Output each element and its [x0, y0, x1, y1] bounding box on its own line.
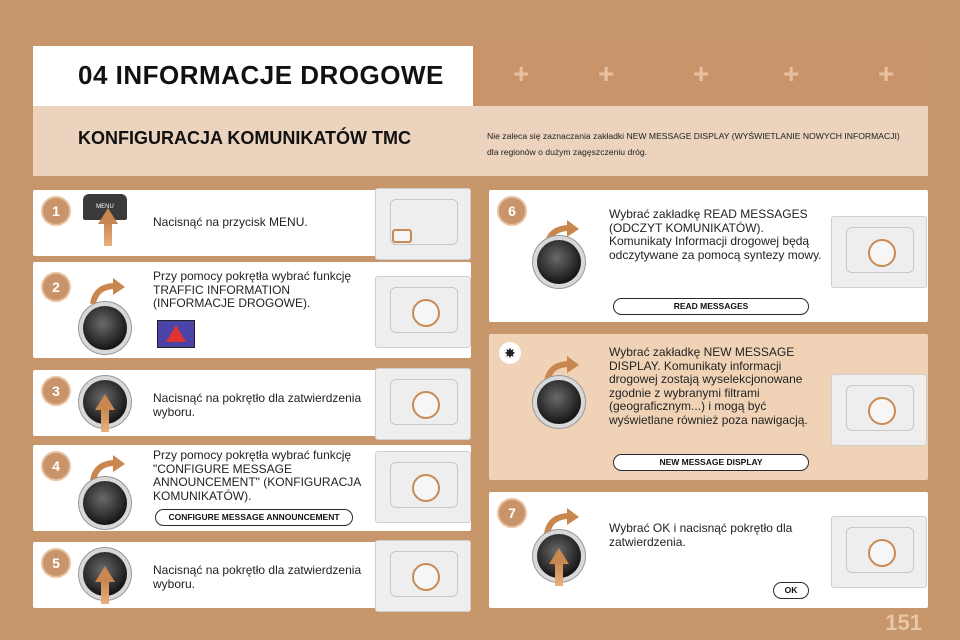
step-number: 1: [43, 198, 69, 224]
press-arrow-icon: [101, 580, 109, 604]
step-text: Wybrać OK i nacisnąć pokrętło dla zatwierdzenia.: [609, 521, 793, 549]
page-title: 04 INFORMACJE DROGOWE: [78, 60, 444, 90]
lightbulb-icon: ✸: [499, 342, 521, 364]
step-panel-7: [489, 492, 928, 608]
step-number: 3: [43, 378, 69, 404]
new-message-display-tag: NEW MESSAGE DISPLAY: [613, 454, 809, 471]
step-panel-3: [33, 370, 471, 436]
page-number: 151: [885, 610, 922, 635]
configure-message-tag: CONFIGURE MESSAGE ANNOUNCEMENT: [155, 509, 353, 526]
rotate-arrow-icon: [89, 278, 125, 306]
step-number: 6: [499, 198, 525, 224]
press-arrow-head-icon: [95, 566, 115, 582]
control-panel-icon: [375, 451, 471, 523]
read-messages-tag: READ MESSAGES: [613, 298, 809, 315]
knob-icon: [537, 240, 581, 284]
step-text: Nacisnąć na pokrętło dla zatwierdzenia wyboru.: [153, 563, 362, 591]
knob-icon: [83, 481, 127, 525]
step-text: Nacisnąć na pokrętło dla zatwierdzenia wyboru.: [153, 391, 362, 419]
knob-icon: [537, 380, 581, 424]
decorative-map-band: + + + + +: [473, 46, 928, 106]
control-panel-icon: [831, 216, 927, 288]
step-panel-1: [33, 190, 471, 256]
step-text: Wybrać zakładkę READ MESSAGES (ODCZYT KOMUNIKATÓW). Komunikaty Informacji drogowej będą odczytywane za pomocą syntezy mowy.: [609, 207, 822, 262]
step-text: Nacisnąć na przycisk MENU.: [153, 215, 308, 229]
step-text: Przy pomocy pokrętła wybrać funkcję "CONFIGURE MESSAGE ANNOUNCEMENT" (KONFIGURACJA KOMUNIKATÓW).: [153, 448, 361, 503]
step-number: 7: [499, 500, 525, 526]
step-text: Przy pomocy pokrętła wybrać funkcję TRAFFIC INFORMATION (INFORMACJE DROGOWE).: [153, 269, 352, 310]
knob-icon: [83, 306, 127, 350]
press-arrow-icon: [555, 562, 563, 586]
control-panel-icon: [375, 276, 471, 348]
traffic-sign-icon: [157, 320, 195, 348]
ok-tag: OK: [773, 582, 809, 599]
control-panel-icon: [375, 540, 471, 612]
step-number: 2: [43, 274, 69, 300]
step-panel-new-message: [489, 334, 928, 480]
step-text: Wybrać zakładkę NEW MESSAGE DISPLAY. Komunikaty informacji drogowej zostają wyselekcjonowane zgodnie z wybranymi filtrami (geograficznym...) i mogą być wyświetlane również poza nawigacją.: [609, 345, 808, 427]
rotate-arrow-icon: [89, 455, 125, 483]
control-panel-icon: [375, 368, 471, 440]
press-arrow-icon: [104, 222, 112, 246]
step-panel-5: [33, 542, 471, 608]
control-panel-icon: [831, 516, 927, 588]
advisory-note: Nie zaleca się zaznaczania zakładki NEW MESSAGE DISPLAY (WYŚWIETLANIE NOWYCH INFORMACJI) dla regionów o dużym zagęszczeniu dróg.: [487, 131, 900, 157]
step-panel-4: [33, 445, 471, 531]
press-arrow-head-icon: [549, 548, 569, 564]
menu-button-icon: MENU: [83, 194, 127, 220]
control-panel-icon: [831, 374, 927, 446]
step-panel-6: [489, 190, 928, 322]
control-panel-icon: [375, 188, 471, 260]
press-arrow-head-icon: [98, 208, 118, 224]
section-title: KONFIGURACJA KOMUNIKATÓW TMC: [78, 128, 411, 148]
press-arrow-icon: [101, 408, 109, 432]
rotate-arrow-icon: [543, 508, 579, 536]
step-number: 4: [43, 453, 69, 479]
step-number: 5: [43, 550, 69, 576]
press-arrow-head-icon: [95, 394, 115, 410]
step-panel-2: [33, 262, 471, 358]
